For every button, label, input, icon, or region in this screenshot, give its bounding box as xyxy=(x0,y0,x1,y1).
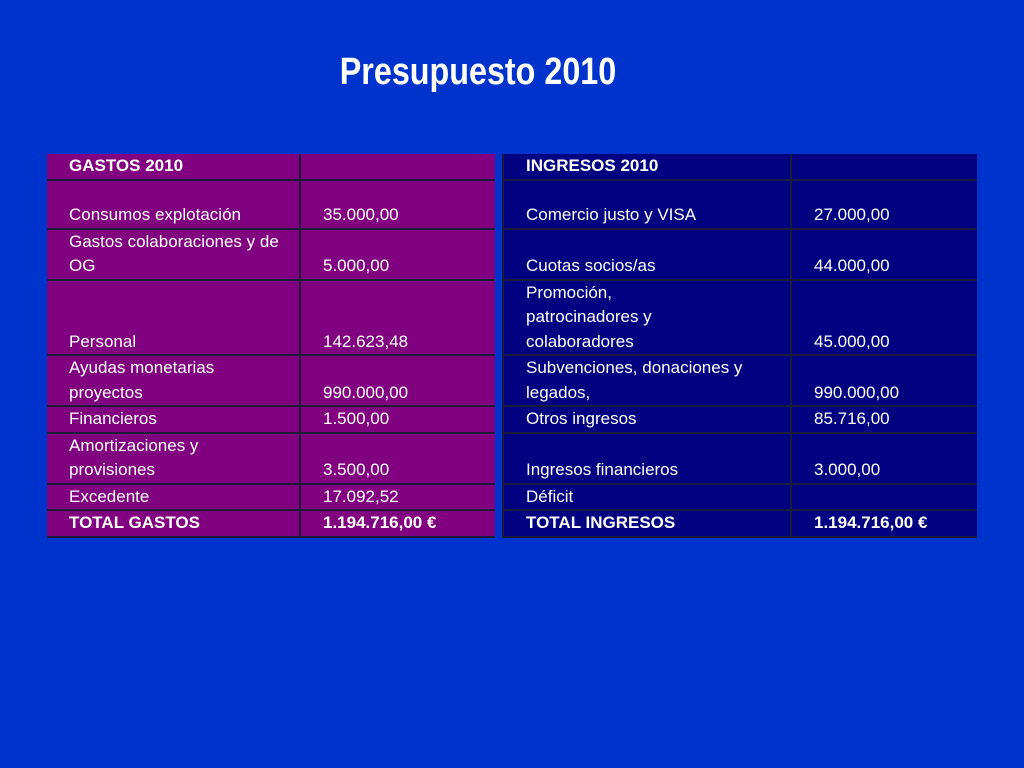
ingresos-header: INGRESOS 2010 xyxy=(503,154,791,180)
gastos-label: Excedente xyxy=(47,484,300,511)
table-row xyxy=(47,229,977,280)
column-gap xyxy=(495,280,503,356)
column-gap xyxy=(495,510,503,537)
gastos-label: Personal xyxy=(47,280,300,356)
column-gap xyxy=(495,433,503,484)
table-row xyxy=(47,484,977,511)
gastos-value: 1.500,00 xyxy=(300,406,495,433)
slide-title: Presupuesto 2010 xyxy=(339,51,617,93)
ingresos-value: 990.000,00 xyxy=(791,355,977,406)
ingresos-label: Déficit xyxy=(503,484,791,511)
table-header-row xyxy=(47,154,977,180)
ingresos-label: Otros ingresos xyxy=(503,406,791,433)
gastos-value: 142.623,48 xyxy=(300,280,495,356)
column-gap xyxy=(495,180,503,229)
ingresos-value xyxy=(791,484,977,511)
gastos-total-value: 1.194.716,00 € xyxy=(300,510,495,537)
column-gap xyxy=(495,406,503,433)
gastos-header-value xyxy=(300,154,495,180)
ingresos-label: Subvenciones, donaciones y legados, xyxy=(503,355,791,406)
gastos-value: 5.000,00 xyxy=(300,229,495,280)
ingresos-label: Cuotas socios/as xyxy=(503,229,791,280)
ingresos-total-label: TOTAL INGRESOS xyxy=(503,510,791,537)
gastos-value: 3.500,00 xyxy=(300,433,495,484)
table-row xyxy=(47,180,977,229)
column-gap xyxy=(495,355,503,406)
table-row xyxy=(47,433,977,484)
table-row xyxy=(47,406,977,433)
table-row xyxy=(47,280,977,356)
gastos-label: Ayudas monetarias proyectos xyxy=(47,355,300,406)
ingresos-header-value xyxy=(791,154,977,180)
gastos-label: Consumos explotación xyxy=(47,180,300,229)
ingresos-value: 44.000,00 xyxy=(791,229,977,280)
ingresos-label: Comercio justo y VISA xyxy=(503,180,791,229)
ingresos-value: 27.000,00 xyxy=(791,180,977,229)
column-gap xyxy=(495,229,503,280)
ingresos-label: Ingresos financieros xyxy=(503,433,791,484)
gastos-total-label: TOTAL GASTOS xyxy=(47,510,300,537)
gastos-header: GASTOS 2010 xyxy=(47,154,300,180)
gastos-label: Financieros xyxy=(47,406,300,433)
table-total-row xyxy=(47,510,977,537)
gastos-value: 35.000,00 xyxy=(300,180,495,229)
gastos-label: Amortizaciones y provisiones xyxy=(47,433,300,484)
ingresos-value: 85.716,00 xyxy=(791,406,977,433)
table-row xyxy=(47,355,977,406)
ingresos-label: Promoción, patrocinadores y colaboradores xyxy=(503,280,791,356)
column-gap xyxy=(495,154,503,180)
ingresos-total-value: 1.194.716,00 € xyxy=(791,510,977,537)
gastos-value: 17.092,52 xyxy=(300,484,495,511)
ingresos-value: 45.000,00 xyxy=(791,280,977,356)
column-gap xyxy=(495,484,503,511)
gastos-label: Gastos colaboraciones y de OG xyxy=(47,229,300,280)
budget-table xyxy=(47,154,977,538)
gastos-value: 990.000,00 xyxy=(300,355,495,406)
ingresos-value: 3.000,00 xyxy=(791,433,977,484)
